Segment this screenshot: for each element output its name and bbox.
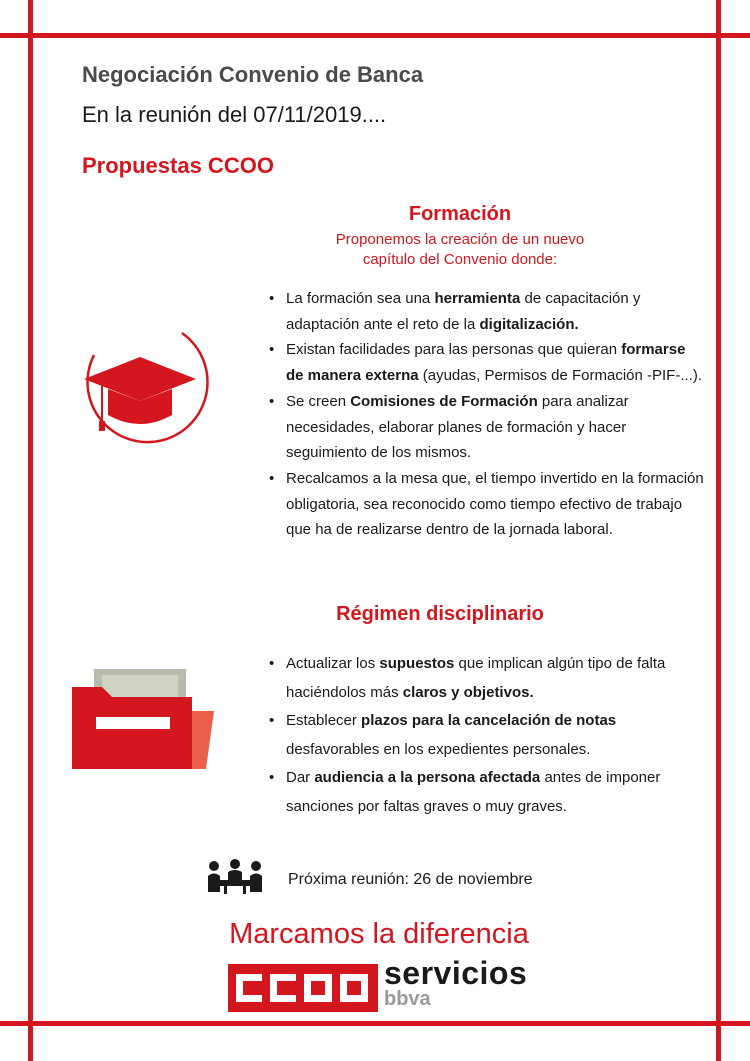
list-item [286,466,706,543]
list-item [286,764,691,821]
frame-top-line [0,33,750,38]
folder-icon [72,665,217,775]
text: de capacitación y adaptación ante el reto de la [286,290,641,333]
frame-right-line [716,0,721,1061]
text: que implican algún tipo de falta haciéndolos más [286,655,666,701]
formacion-intro-line2: capítulo del Convenio donde: [362,251,558,268]
graduation-cap-icon [62,315,227,465]
text: (ayudas, Permisos de Formación -PIF-...). [418,367,702,385]
meeting-date-subtitle: En la reunión del 07/11/2019.... [82,102,387,127]
frame-left-line [28,0,33,1061]
proposals-heading: Propuestas CCOO [82,153,274,178]
formacion-bullet-list [266,286,706,543]
list-item [286,389,706,466]
text: desfavorables en los expedientes personales. [286,740,591,758]
bold-text: digitalización. [479,315,579,333]
list-item [286,707,691,764]
formacion-title: Formación [408,203,512,225]
bold-text: formarse de manera externa [286,341,686,385]
formacion-intro-line1: Proponemos la creación de un nuevo [335,231,585,248]
text: Recalcamos a la mesa que, el tiempo invertido en la formación obligatoria, sea reconocido como tiempo efectivo de trabajo que ha de realizarse dentro de la jornada laboral. [286,469,704,539]
next-meeting-text: Próxima reunión: 26 de noviembre [288,871,533,888]
text: Establecer [286,712,362,729]
ccoo-logo-letters [228,964,378,1012]
logo-brand-servicios: servicios [384,955,528,991]
logo-sub-bbva: bbva [384,988,431,1010]
text: Existan facilidades para las personas que quieran [286,341,622,359]
text: La formación sea una [286,290,435,307]
text: Se creen [286,392,351,410]
page-title: Negociación Convenio de Banca [82,62,424,87]
list-item [286,286,706,337]
text: para analizar necesidades, elaborar planes de formación y hacer seguimiento de los mismos. [286,392,629,462]
bold-text: audiencia a la persona afectada [314,769,541,786]
ccoo-logo-box [228,964,378,1012]
meeting-icon [206,858,264,898]
frame-bottom-line [0,1021,750,1026]
bold-text: supuestos [379,655,455,672]
text: Actualizar los [286,655,380,672]
text: antes de imponer sanciones por faltas graves o muy graves. [286,769,661,815]
list-item [286,650,691,707]
slogan: Marcamos la diferencia [229,918,529,950]
bold-text: herramienta [434,290,521,307]
disciplinario-bullet-list [266,650,691,821]
list-item [286,337,706,388]
text: Dar [286,769,315,786]
bold-text: claros y objetivos. [402,683,534,701]
bold-text: plazos para la cancelación de notas [361,712,617,729]
disciplinario-title: Régimen disciplinario [336,603,544,625]
bold-text: Comisiones de Formación [350,392,538,410]
